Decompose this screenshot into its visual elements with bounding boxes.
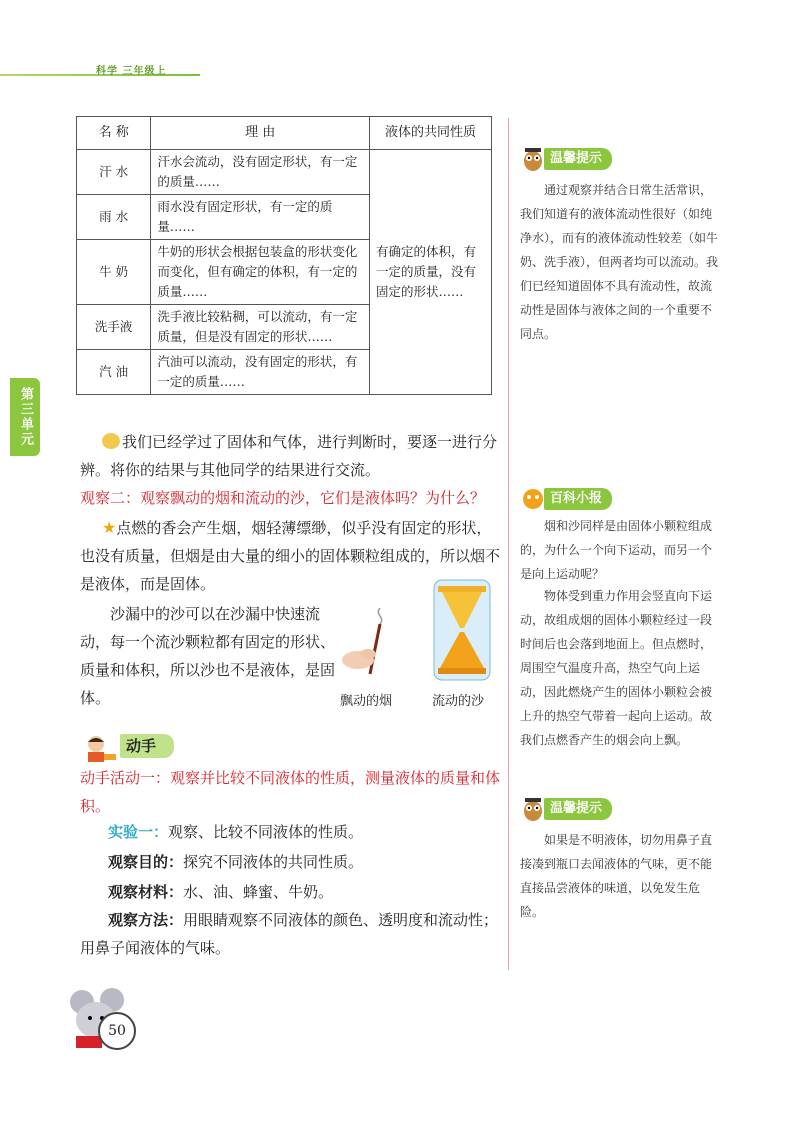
section-hands-on-label: 动手: [120, 734, 174, 758]
header-title: 科学 三年级上: [96, 66, 167, 77]
experiment-one-label: 实验一：: [108, 823, 169, 841]
material-text: 水、油、蜂蜜、牛奶。: [183, 883, 334, 901]
material-label: 观察材料：: [108, 883, 184, 901]
common-property: 有确定的体积，有一定的质量，没有固定的形状……: [369, 150, 491, 395]
news-title: 百科小报: [544, 488, 612, 510]
table-header-common: 液体的共同性质: [369, 117, 491, 150]
purpose-label: 观察目的：: [108, 853, 184, 871]
row-reason: 洗手液比较粘稠，可以流动，有一定质量，但是没有固定的形状……: [151, 305, 370, 350]
row-reason: 雨水没有固定形状，有一定的质量……: [151, 195, 370, 240]
row-name: 洗手液: [77, 305, 151, 350]
caption-smoke: 飘动的烟: [340, 694, 393, 709]
boy-icon: [80, 734, 120, 764]
news-answer: 物体受到重力作用会竖直向下运动，故组成烟的固体小颗粒经过一段时间后也会落到地面上。但点燃时，周围空气温度升高，热空气向上运动，因此燃烧产生的固体小颗粒会被上升的热空气带着一起向上运动。故我们点燃香产生的烟会向上飘。: [520, 589, 713, 747]
hourglass-image: [430, 578, 494, 682]
row-name: 汗 水: [77, 150, 151, 195]
row-reason: 牛奶的形状会根据包装盒的形状变化而变化，但有确定的体积，有一定的质量……: [151, 240, 370, 305]
method-text: 用眼睛观察不同液体的颜色、透明度和流动性；用鼻子闻液体的气味。: [80, 911, 499, 957]
experiment-one-text: 观察、比较不同液体的性质。: [168, 823, 364, 841]
row-name: 雨 水: [77, 195, 151, 240]
row-reason: 汽油可以流动，没有固定的形状，有一定的质量……: [151, 350, 370, 395]
paragraph-sand: 沙漏中的沙可以在沙漏中快速流动，每一个流沙颗粒都有固定的形状、质量和体积，所以沙也不是液体，是固体。: [80, 605, 336, 707]
tip-one-title: 温馨提示: [544, 148, 612, 170]
paragraph-discuss: [80, 428, 500, 484]
method-label: 观察方法：: [108, 911, 184, 929]
paragraph-text: 我们已经学过了固体和气体，进行判断时，要逐一进行分辨。将你的结果与其他同学的结果进行交流。: [80, 433, 498, 479]
observe-materials: [108, 878, 500, 906]
page-number: 50: [98, 1012, 136, 1050]
table-header-reason: 理 由: [151, 117, 370, 150]
unit-tab: 第三单元: [10, 378, 40, 456]
row-reason: 汗水会流动，没有固定形状，有一定的质量……: [151, 150, 370, 195]
table-header-row: [77, 117, 492, 150]
row-name: 汽 油: [77, 350, 151, 395]
observe-purpose: [108, 848, 500, 876]
paragraph-text: 点燃的香会产生烟，烟轻薄缥缈，似乎没有固定的形状，也没有质量，但烟是由大量的细小的固体颗粒组成的，所以烟不是液体，而是固体。: [80, 519, 501, 593]
owl-icon: [522, 796, 544, 822]
column-divider: [508, 118, 509, 970]
owl-icon: [522, 146, 544, 172]
smoke-incense-image: [340, 608, 406, 680]
row-name: 牛 奶: [77, 240, 151, 305]
tip-one-text: 通过观察并结合日常生活常识，我们知道有的液体流动性很好（如纯净水），而有的液体流动性较差（如牛奶、洗手液），但两者均可以流动。我们已经知道固体不具有流动性，故流动性是固体与液体之间的一个重要不同点。: [520, 183, 719, 341]
observe-method: [80, 906, 500, 962]
tip-two-title: 温馨提示: [544, 798, 612, 820]
tip-two-text: 如果是不明液体，切勿用鼻子直接凑到瓶口去闻液体的气味，更不能直接品尝液体的味道，以免发生危险。: [520, 833, 713, 919]
news-question: 烟和沙同样是由固体小颗粒组成的，为什么一个向下运动，而另一个是向上运动呢？: [520, 519, 713, 581]
experiment-one: [108, 818, 500, 846]
page-header: [0, 62, 200, 76]
table-header-name: 名 称: [77, 117, 151, 150]
owl-icon: [102, 433, 120, 449]
purpose-text: 探究不同液体的共同性质。: [183, 853, 364, 871]
liquid-properties-table: [76, 116, 492, 395]
mascot-icon: [522, 486, 544, 512]
observe-two-heading: 观察二：观察飘动的烟和流动的沙，它们是液体吗？为什么？: [80, 489, 486, 507]
caption-sand: 流动的沙: [432, 694, 485, 709]
table-row: [77, 150, 492, 195]
star-icon: ★: [102, 518, 117, 537]
activity-one-heading: 动手活动一：观察并比较不同液体的性质，测量液体的质量和体积。: [80, 769, 501, 815]
